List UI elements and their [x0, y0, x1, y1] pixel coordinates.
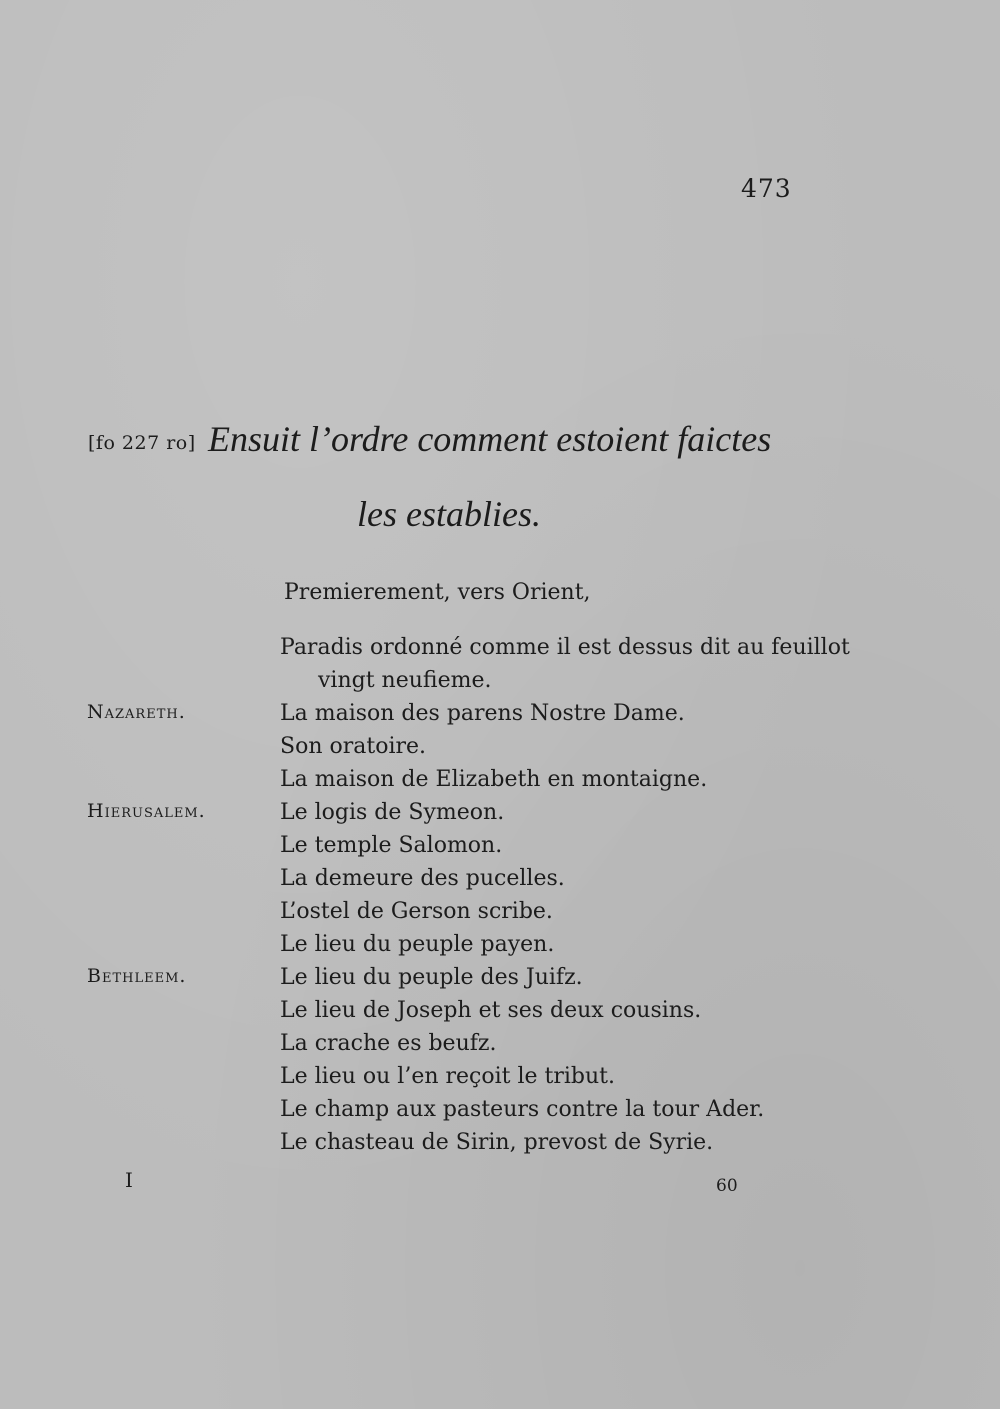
heading-line-2: les establies. — [357, 494, 541, 534]
signature-mark: I — [125, 1168, 133, 1192]
margin-place-nazareth: Nazareth. — [87, 701, 186, 723]
entry-line: La maison de Elizabeth en montaigne. — [280, 767, 708, 792]
entry-line-continuation: vingt neufieme. — [318, 668, 492, 693]
entry-line: Son oratoire. — [280, 734, 427, 759]
fold-number: 60 — [716, 1176, 738, 1196]
entry-line: Le lieu ou l’en reçoit le tribut. — [280, 1064, 615, 1089]
entry-line: Le temple Salomon. — [280, 833, 503, 858]
entry-line: La crache es beufz. — [280, 1031, 497, 1056]
entry-line: Le champ aux pasteurs contre la tour Ader. — [280, 1097, 765, 1122]
margin-place-bethleem: Bethleem. — [87, 965, 187, 987]
heading-line-1: Ensuit l’ordre comment estoient faictes — [208, 419, 772, 459]
entry-line: La maison des parens Nostre Dame. — [280, 701, 685, 726]
page-number: 473 — [741, 174, 792, 203]
margin-place-hierusalem: Hierusalem. — [87, 800, 206, 822]
entry-line: Le lieu du peuple payen. — [280, 932, 555, 957]
entry-line: L’ostel de Gerson scribe. — [280, 899, 553, 924]
intro-line: Premierement, vers Orient, — [284, 580, 591, 605]
entry-line: Paradis ordonné comme il est dessus dit au feuillot — [280, 635, 850, 660]
entry-line: Le chasteau de Sirin, prevost de Syrie. — [280, 1130, 714, 1155]
folio-reference: [fo 227 ro] — [88, 432, 196, 454]
entry-line: Le logis de Symeon. — [280, 800, 505, 825]
entry-line: Le lieu de Joseph et ses deux cousins. — [280, 998, 702, 1023]
entry-line: Le lieu du peuple des Juifz. — [280, 965, 583, 990]
entry-line: La demeure des pucelles. — [280, 866, 565, 891]
